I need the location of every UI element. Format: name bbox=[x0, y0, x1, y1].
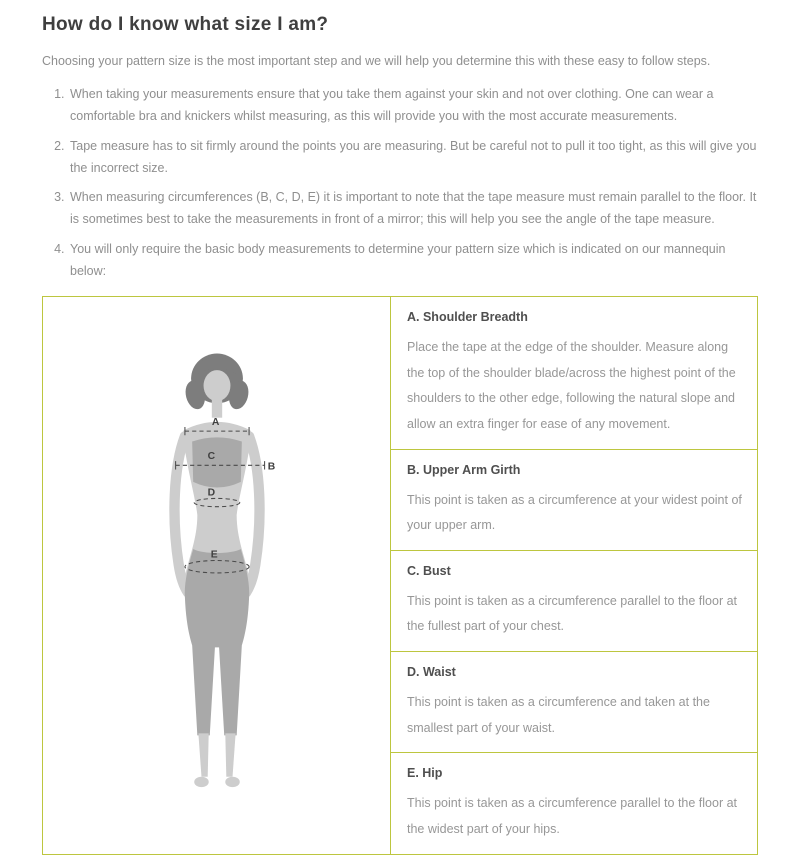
measurement-row-shoulder bbox=[391, 297, 757, 450]
intro-paragraph: Choosing your pattern size is the most important step and we will help you determine this with these easy to follow steps. bbox=[42, 54, 711, 68]
step-item-2: 2. Tape measure has to sit firmly around the points you are measuring. But be careful not to pull it too tight, as this will give you the incorrect size. bbox=[68, 135, 758, 180]
label-arm-b: B bbox=[267, 461, 275, 473]
measurement-heading: B. Upper Arm Girth bbox=[407, 462, 521, 477]
mannequin-illustration bbox=[128, 337, 306, 813]
measuring-steps-list bbox=[42, 83, 758, 282]
measurement-row-hip bbox=[391, 753, 757, 853]
mannequin-cell bbox=[43, 297, 391, 854]
measurement-description: This point is taken as a circumference at your widest point of your upper arm. bbox=[407, 492, 742, 533]
label-shoulder-a: A bbox=[211, 417, 219, 429]
label-waist-d: D bbox=[207, 487, 215, 499]
label-bust-c: C bbox=[207, 451, 215, 463]
measurement-description: This point is taken as a circumference parallel to the floor at the fullest part of your chest. bbox=[407, 593, 738, 634]
measurement-row-bust bbox=[391, 551, 757, 652]
measurement-heading: C. Bust bbox=[407, 563, 451, 578]
label-hip-e: E bbox=[210, 549, 218, 561]
page-title: How do I know what size I am? bbox=[42, 14, 329, 35]
measurement-row-waist bbox=[391, 652, 757, 753]
measurement-row-upper-arm bbox=[391, 450, 757, 551]
measurement-description: This point is taken as a circumference and taken at the smallest part of your waist. bbox=[407, 695, 710, 735]
step-item-4: 4. You will only require the basic body measurements to determine your pattern size which is indicated on our mannequin below: bbox=[68, 238, 758, 283]
measurement-table bbox=[42, 296, 758, 855]
measurement-heading: A. Shoulder Breadth bbox=[407, 310, 528, 324]
measurement-description: Place the tape at the edge of the shoulder. Measure along the top of the shoulder blade/across the highest point of the shoulders to the other edge, following the natural slope and allow an extra finger for ease of any movement. bbox=[407, 340, 736, 431]
step-item-3: 3. When measuring circumferences (B, C, D, E) it is important to note that the tape measure must remain parallel to the floor. It is sometimes best to take the measurements in front of a mirror; this will help you see the angle of the tape measure. bbox=[68, 186, 758, 231]
step-item-1: 1. When taking your measurements ensure that you take them against your skin and not over clothing. One can wear a comfortable bra and knickers whilst measuring, as this will provide you with the most accurate measurements. bbox=[68, 83, 758, 128]
measurement-heading: E. Hip bbox=[407, 766, 443, 781]
measurement-description: This point is taken as a circumference parallel to the floor at the widest part of your hips. bbox=[407, 796, 738, 836]
measurement-info-column bbox=[391, 297, 757, 854]
measurement-heading: D. Waist bbox=[407, 665, 456, 679]
